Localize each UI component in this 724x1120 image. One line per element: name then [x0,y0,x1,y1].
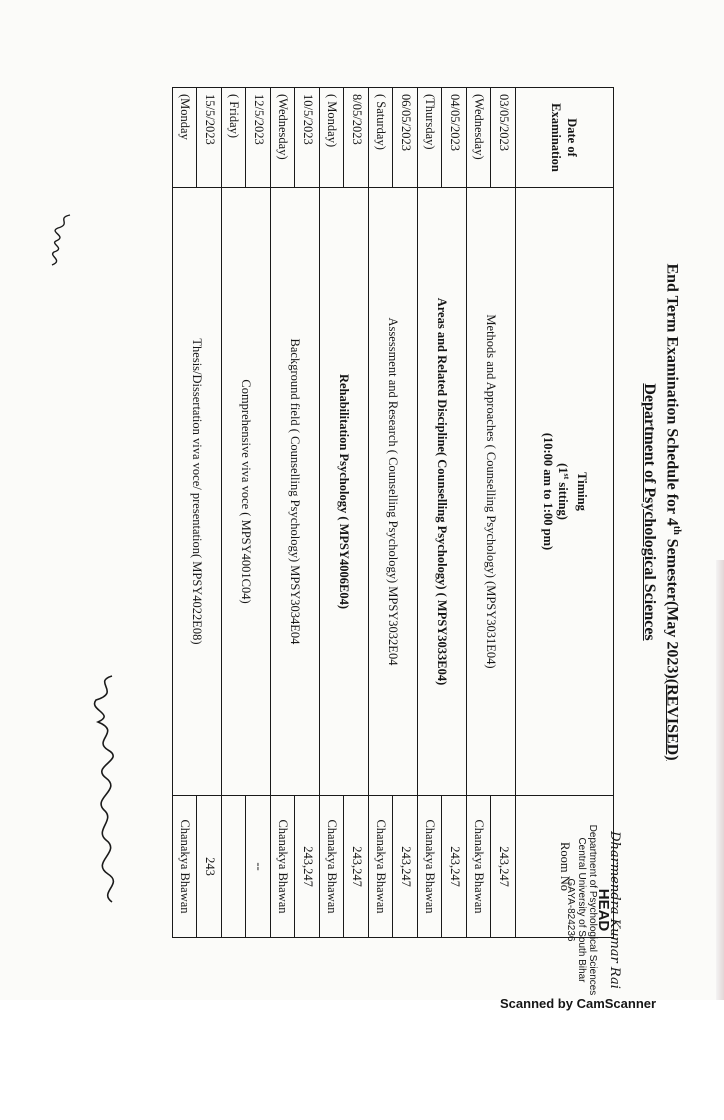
day-cell: ( Friday) [222,88,247,188]
date-cell: 03/05/2023 [491,88,516,188]
head-signature [82,670,138,910]
building-cell [222,796,247,938]
subject-cell: Thesis/Dissertation viva voce/ presentation( MPSY4022E08) [173,188,222,796]
table-row [393,88,418,938]
header-date: Date of Examination [516,88,614,188]
subject-cell: Comprehensive viva voce ( MPSY4001C04) [222,188,271,796]
building-cell: Chanakya Bhawan [320,796,345,938]
date-cell: 8/05/2023 [344,88,369,188]
date-cell: 10/5/2023 [295,88,320,188]
subject-cell: Methods and Approaches ( Counselling Psychology) (MPSY3031E04) [467,188,516,796]
table-row [491,88,516,938]
day-cell: ( Saturday) [369,88,394,188]
room-cell: 243,247 [344,796,369,938]
room-cell: 243,247 [393,796,418,938]
table-row [197,88,222,938]
date-cell: 15/5/2023 [197,88,222,188]
subject-cell: Rehabilitation Psychology ( MPSY4006E04) [320,188,369,796]
room-cell: 243,247 [295,796,320,938]
room-cell: -- [246,796,271,938]
subject-cell: Assessment and Research ( Counselling Psychology) MPSY3032E04 [369,188,418,796]
document-title: End Term Examination Schedule for 4th Semester(May 2023)(REVISED) [663,263,682,761]
subject-cell: Areas and Related Discipline( Counselling Psychology) ( MPSY3033E04) [418,188,467,796]
table-row [246,88,271,938]
exam-schedule-table [172,87,614,938]
header-room: Room No [516,796,614,938]
stamp-head: HEAD [595,888,612,932]
page-edge [716,560,724,1000]
department-title: Department of Psychological Sciences [641,383,658,641]
day-cell: ( Monday) [320,88,345,188]
building-cell: Chanakya Bhawan [369,796,394,938]
stamp-line2: Central University of South Bihar [576,837,587,983]
building-cell: Chanakya Bhawan [467,796,492,938]
table-row [442,88,467,938]
scanner-watermark: Scanned by CamScanner [500,996,657,1011]
building-cell: Chanakya Bhawan [418,796,443,938]
stamp-signature-text: Dharmendra Kumar Rai [607,831,622,989]
table-row [295,88,320,938]
room-cell: 243 [197,796,222,938]
stamp-line3: GAYA-824236 [565,878,576,942]
subject-cell: Background field ( Counselling Psychology) MPSY3034E04 [271,188,320,796]
table-row [344,88,369,938]
left-signature [42,210,82,270]
day-cell: (Monday [173,88,198,188]
date-cell: 04/05/2023 [442,88,467,188]
stamp-line1: Department of Psychological Sciences [587,824,598,996]
building-cell: Chanakya Bhawan [173,796,198,938]
date-cell: 06/05/2023 [393,88,418,188]
day-cell: (Wednesday) [467,88,492,188]
room-cell: 243,247 [491,796,516,938]
date-cell: 12/5/2023 [246,88,271,188]
head-stamp [565,700,620,1120]
day-cell: (Thursday) [418,88,443,188]
room-cell: 243,247 [442,796,467,938]
day-cell: (Wednesday) [271,88,296,188]
building-cell: Chanakya Bhawan [271,796,296,938]
header-timing: Timing (1st sitting) (10:00 am to 1:00 pm) [516,188,614,796]
